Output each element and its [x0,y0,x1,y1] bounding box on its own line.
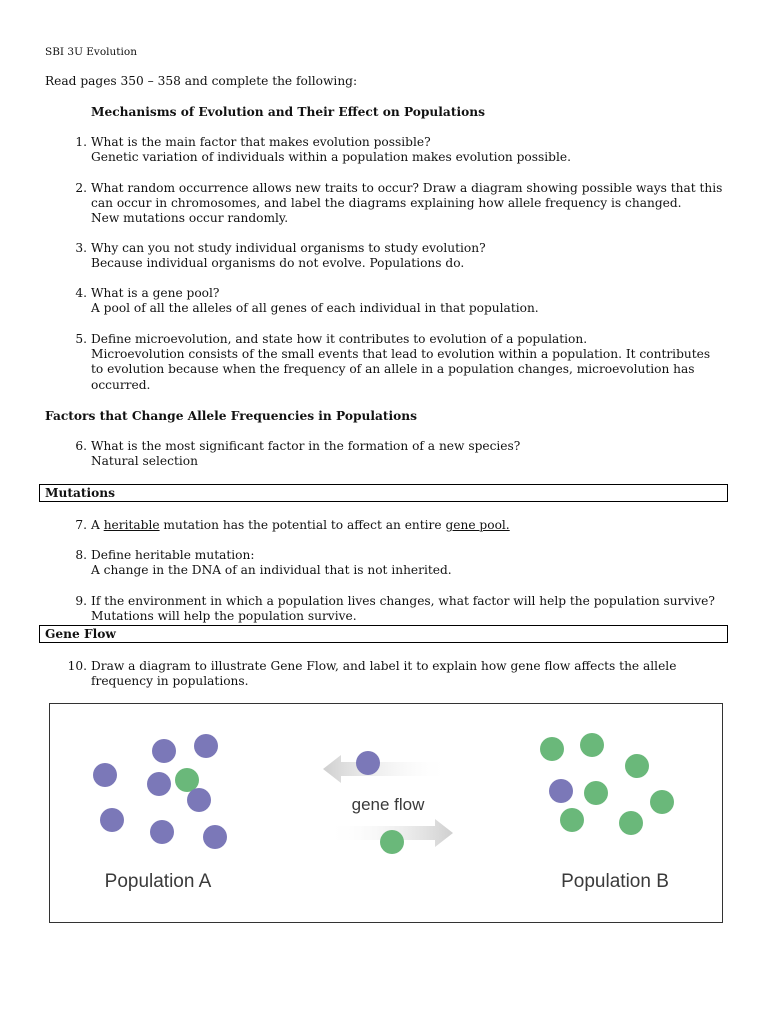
question-9: 9. If the environment in which a population lives changes, what factor will help the population survive? Mutations will help the population survive. [67,594,737,624]
migrating-purple-dot [356,751,380,775]
intro-instruction: Read pages 350 – 358 and complete the following: [45,74,358,88]
mutations-header: Mutations [39,484,728,502]
green-allele-dot [560,808,584,832]
question-text: A heritable mutation has the potential to affect an entire gene pool. [91,518,510,532]
question-text: Draw a diagram to illustrate Gene Flow, and label it to explain how gene flow affects the allele [91,659,677,673]
answer-text: occurred. [91,377,151,392]
purple-allele-dot [203,825,227,849]
population-b-label: Population B [561,871,669,892]
gene-flow-diagram [49,703,723,923]
question-5: 5. Define microevolution, and state how it contributes to evolution of a population. Microevolution consists of the small events that lead to evolution within a population. It contributes to evolution because when the frequency of an allele in a population changes, microevolution has occurred. [67,332,737,393]
purple-allele-dot [100,808,124,832]
green-allele-dot [175,768,199,792]
purple-allele-dot [150,820,174,844]
green-allele-dot [619,811,643,835]
purple-allele-dot [194,734,218,758]
question-text: What random occurrence allows new traits to occur? Draw a diagram showing possible ways that this [91,181,723,195]
answer-text: Because individual organisms do not evolve. Populations do. [91,256,465,271]
question-text: frequency in populations. [91,674,249,689]
answer-gene-pool: gene pool. [445,518,510,532]
question-3: 3. Why can you not study individual organisms to study evolution? Because individual organisms do not evolve. Populations do. [67,241,737,271]
green-allele-dot [580,733,604,757]
question-text: Define heritable mutation: [91,548,255,562]
arrow-left-icon [323,755,450,783]
question-text: Why can you not study individual organisms to study evolution? [91,241,486,255]
course-header: SBI 3U Evolution [45,46,137,58]
purple-allele-dot [93,763,117,787]
question-4: 4. What is a gene pool? A pool of all the alleles of all genes of each individual in that population. [67,286,737,316]
answer-heritable: heritable [103,518,160,532]
green-allele-dot [625,754,649,778]
gene-flow-header: Gene Flow [39,625,728,643]
question-2: 2. What random occurrence allows new traits to occur? Draw a diagram showing possible ways that this can occur in chromosomes, and label the diagrams explaining how allele frequency is changed. New mutations occur randomly. [67,181,737,227]
answer-text: Natural selection [91,454,198,469]
question-7: 7. A heritable mutation has the potential to affect an entire gene pool. [67,518,737,533]
section-title-mechanisms: Mechanisms of Evolution and Their Effect on Populations [91,105,485,119]
question-text: If the environment in which a population lives changes, what factor will help the population survive? [91,594,715,608]
question-10: 10. Draw a diagram to illustrate Gene Flow, and label it to explain how gene flow affects the allele frequency in populations. [67,659,737,689]
migrating-green-dot [380,830,404,854]
answer-text: to evolution because when the frequency of an allele in a population changes, microevolution has [91,362,695,377]
answer-text: New mutations occur randomly. [91,211,289,226]
question-text: What is the most significant factor in the formation of a new species? [91,439,521,453]
question-1: 1. What is the main factor that makes evolution possible? Genetic variation of individuals within a population makes evolution possible. [67,135,737,165]
green-allele-dot [650,790,674,814]
answer-text: Genetic variation of individuals within a population makes evolution possible. [91,150,571,165]
gene-flow-illustration [50,704,724,924]
question-text: Define microevolution, and state how it contributes to evolution of a population. [91,332,588,346]
answer-text: Microevolution consists of the small events that lead to evolution within a population. It contributes [91,347,711,362]
question-text: What is the main factor that makes evolution possible? [91,135,431,149]
green-allele-dot [584,781,608,805]
population-a-label: Population A [104,871,212,892]
answer-text: A change in the DNA of an individual that is not inherited. [91,563,452,578]
population-a-group [93,734,227,849]
purple-allele-dot [147,772,171,796]
gene-flow-label: gene flow [351,795,425,814]
question-text: can occur in chromosomes, and label the diagrams explaining how allele frequency is changed. [91,196,682,211]
question-8: 8. Define heritable mutation: A change in the DNA of an individual that is not inherited. [67,548,737,578]
section-title-factors: Factors that Change Allele Frequencies in Populations [45,409,418,423]
purple-allele-dot [549,779,573,803]
question-6: 6. What is the most significant factor in the formation of a new species? Natural selection [67,439,737,469]
answer-text: Mutations will help the population survive. [91,609,357,624]
question-text: What is a gene pool? [91,286,220,300]
green-allele-dot [540,737,564,761]
answer-text: A pool of all the alleles of all genes of each individual in that population. [91,301,539,316]
purple-allele-dot [152,739,176,763]
population-b-group [540,733,674,835]
purple-allele-dot [187,788,211,812]
